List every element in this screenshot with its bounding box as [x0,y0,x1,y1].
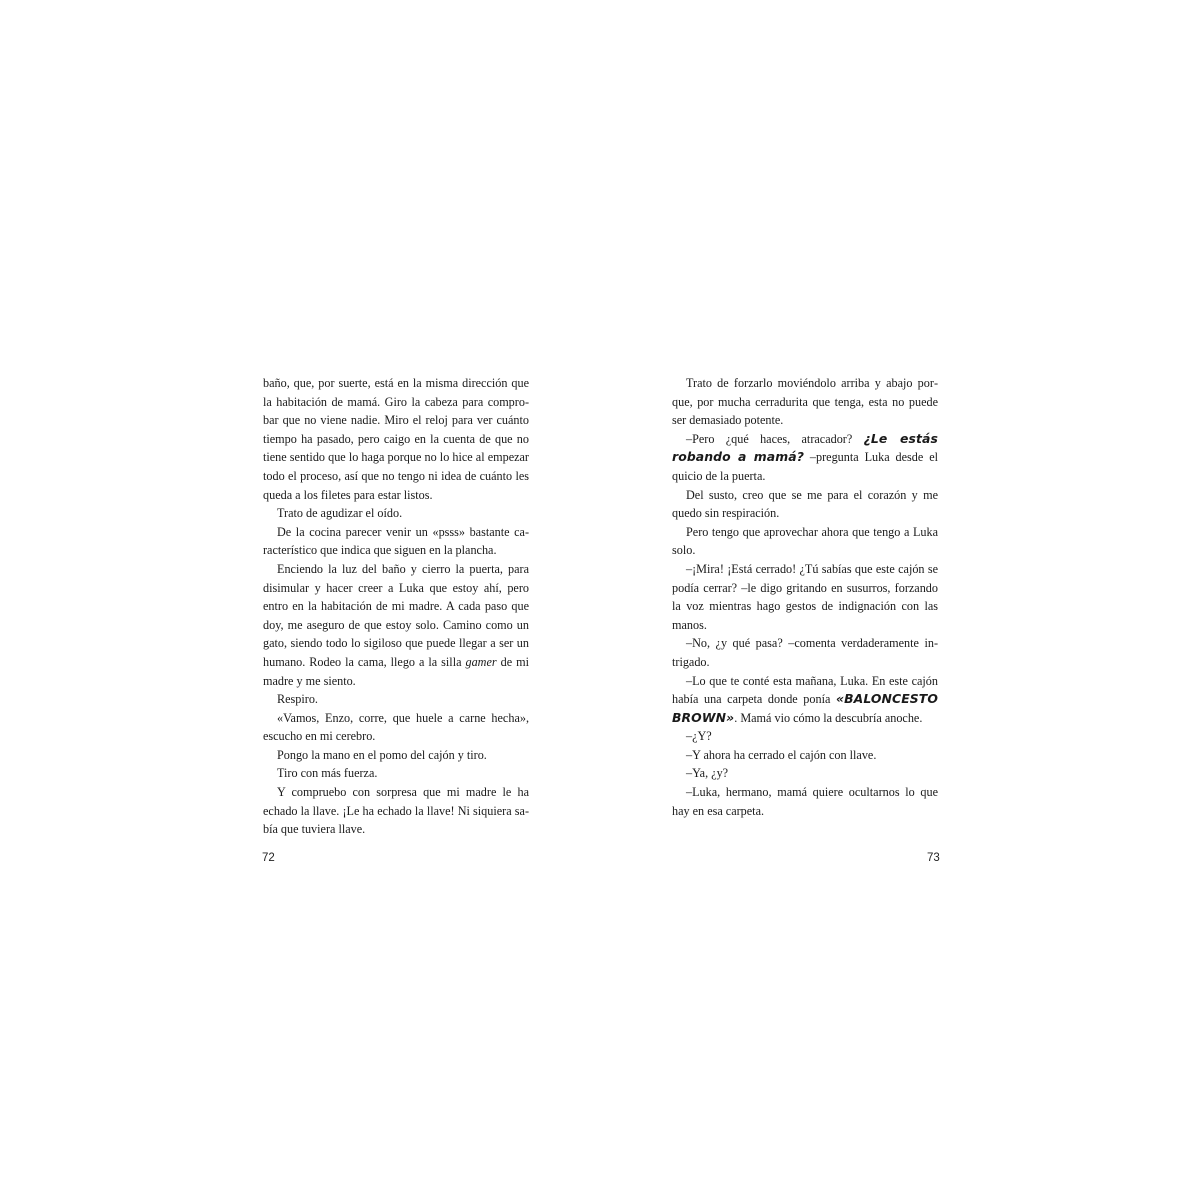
paragraph-text: de mi madre y me siento. [263,654,529,688]
paragraph [263,560,529,690]
paragraph: «Vamos, Enzo, corre, que huele a carne hecha», escucho en mi cerebro. [263,710,529,744]
right-page-text [672,374,938,820]
paragraph: –No, ¿y qué pasa? –comenta verdaderamente intrigado. [672,636,938,669]
paragraph-text: . Mamá vio cómo la descubría anoche. [734,710,923,725]
paragraph: Trato de agudizar el oído. [277,506,403,521]
paragraph-text: Enciendo la luz del baño y cierro la puerta, para disimular y hacer creer a Luka que estoy ahí, pero entro en la habitación de mi madre. A cada paso que doy, me aseguro de que estoy solo. Camino como un gato, siendo todo lo sigiloso que puede llegar a ser un humano. Rodeo la cama, llego a la silla [263,561,529,669]
paragraph: Y compruebo con sorpresa que mi madre le ha echado la llave. ¡Le ha echado la llave! Ni siquiera sabía que tuviera llave. [263,785,529,837]
paragraph: –Luka, hermano, mamá quiere ocultarnos lo que hay en esa carpeta. [672,785,938,818]
left-page [263,374,529,839]
italic-word: gamer [465,654,497,669]
page-number-left: 72 [262,852,275,864]
left-page-text [263,374,529,839]
right-page [672,374,938,820]
paragraph: Respiro. [277,692,318,707]
paragraph: Tiro con más fuerza. [277,766,378,781]
paragraph-text: –pregunta Luka desde el quicio de la puerta. [672,450,938,483]
paragraph: –Ya, ¿y? [686,766,729,781]
paragraph-text: –Lo que te conté esta mañana, Luka. En este cajón había una carpeta donde ponía [672,673,938,707]
paragraph: –Y ahora ha cerrado el cajón con llave. [686,747,877,762]
paragraph [672,672,938,728]
paragraph: baño, que, por suerte, está en la misma dirección que la habitación de mamá. Giro la cabeza para comprobar que no viene nadie. Miro el reloj para ver cuánto tiempo ha pasado, pero caigo en la cuenta de que no tiene sentido que lo haga porque no lo hice al empezar todo el proceso, así que no tengo ni idea de cuánto les queda a los filetes para estar listos. [263,376,529,502]
paragraph: Del susto, creo que se me para el corazón y me quedo sin respiración. [672,487,938,521]
paragraph [672,430,938,486]
comic-emphasis-text: ¿Le estás robando a mamá? [672,430,938,465]
comic-emphasis-text: «BALONCESTO BROWN» [672,691,938,725]
paragraph: –¿Y? [686,729,712,744]
paragraph: Pongo la mano en el pomo del cajón y tiro. [277,747,487,762]
paragraph: De la cocina parecer venir un «psss» bastante característico que indica que siguen en la plancha. [263,524,529,558]
paragraph: Pero tengo que aprovechar ahora que tengo a Luka solo. [672,524,938,558]
page-number-right: 73 [927,852,940,864]
paragraph-text: –Pero ¿qué haces, atracador? [686,431,864,446]
paragraph: –¡Mira! ¡Está cerrado! ¿Tú sabías que este cajón se podía cerrar? –le digo gritando en susurros, forzando la voz mientras hago gestos de indignación con las manos. [672,561,938,632]
paragraph: Trato de forzarlo moviéndolo arriba y abajo porque, por mucha cerradurita que tenga, esta no puede ser demasiado potente. [672,376,938,428]
